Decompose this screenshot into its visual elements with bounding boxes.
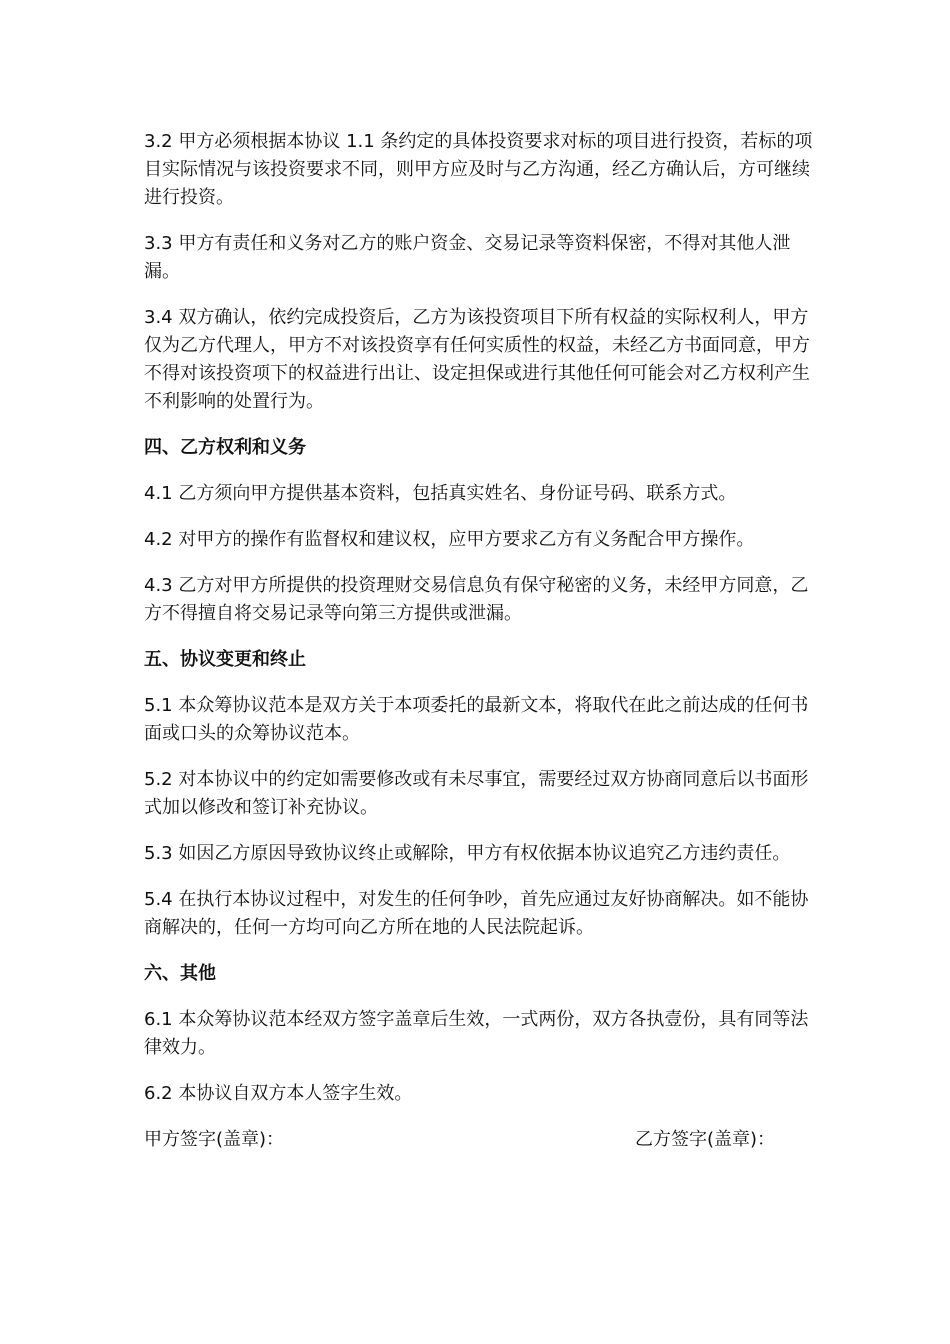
clause-4-1: 4.1 乙方须向甲方提供基本资料，包括真实姓名、身份证号码、联系方式。 — [144, 483, 737, 504]
party-b-signature-label: 乙方签字(盖章)： — [635, 1129, 776, 1150]
document-body — [144, 128, 816, 1154]
section-heading-5: 五、协议变更和终止 — [144, 649, 306, 670]
clause-3-3: 3.3 甲方有责任和义务对乙方的账户资金、交易记录等资料保密，不得对其他人泄漏。 — [144, 233, 791, 282]
clause-4-3: 4.3 乙方对甲方所提供的投资理财交易信息负有保守秘密的义务，未经甲方同意，乙方不得擅自将交易记录等向第三方提供或泄漏。 — [144, 575, 809, 624]
clause-5-4: 5.4 在执行本协议过程中，对发生的任何争吵，首先应通过友好协商解决。如不能协商解决的，任何一方均可向乙方所在地的人民法院起诉。 — [144, 889, 809, 938]
clause-3-2: 3.2 甲方必须根据本协议 1.1 条约定的具体投资要求对标的项目进行投资，若标的项目实际情况与该投资要求不同，则甲方应及时与乙方沟通，经乙方确认后，方可继续进行投资。 — [144, 131, 813, 208]
clause-4-2: 4.2 对甲方的操作有监督权和建议权，应甲方要求乙方有义务配合甲方操作。 — [144, 529, 755, 550]
clause-6-2: 6.2 本协议自双方本人签字生效。 — [144, 1083, 413, 1104]
clause-5-2: 5.2 对本协议中的约定如需要修改或有未尽事宜，需要经过双方协商同意后以书面形式加以修改和签订补充协议。 — [144, 769, 809, 818]
clause-6-1: 6.1 本众筹协议范本经双方签字盖章后生效，一式两份，双方各执壹份，具有同等法律效力。 — [144, 1009, 809, 1058]
signature-row — [144, 1126, 816, 1154]
section-heading-4: 四、乙方权利和义务 — [144, 437, 306, 458]
clause-5-3: 5.3 如因乙方原因导致协议终止或解除，甲方有权依据本协议追究乙方违约责任。 — [144, 843, 791, 864]
party-a-signature-label: 甲方签字(盖章)： — [144, 1129, 285, 1150]
clause-3-4: 3.4 双方确认，依约完成投资后，乙方为该投资项目下所有权益的实际权利人，甲方仅为乙方代理人，甲方不对该投资享有任何实质性的权益，未经乙方书面同意，甲方不得对该投资项下的权益进行出让、设定担保或进行其他任何可能会对乙方权利产生不利影响的处置行为。 — [144, 307, 810, 412]
section-heading-6: 六、其他 — [144, 963, 216, 984]
clause-5-1: 5.1 本众筹协议范本是双方关于本项委托的最新文本，将取代在此之前达成的任何书面或口头的众筹协议范本。 — [144, 695, 809, 744]
